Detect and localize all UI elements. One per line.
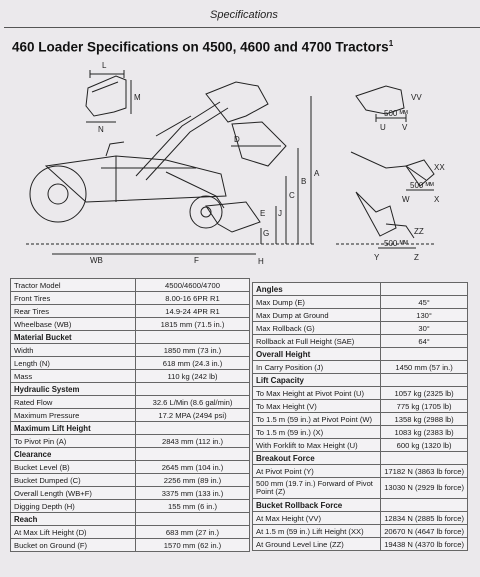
spec-value	[136, 383, 250, 396]
spec-value: 1815 mm (71.5 in.)	[136, 318, 250, 331]
spec-label: Lift Capacity	[253, 374, 381, 387]
table-section-row	[253, 283, 468, 296]
page-title-text: 460 Loader Specifications on 4500, 4600 and 4700 Tractors	[12, 39, 389, 55]
table-section-row	[11, 383, 250, 396]
spec-value	[136, 331, 250, 344]
label-E: E	[260, 209, 266, 218]
spec-label: Reach	[11, 513, 136, 526]
label-V: V	[402, 123, 408, 132]
table-row	[253, 525, 468, 538]
table-row	[253, 361, 468, 374]
table-row	[11, 344, 250, 357]
spec-label: Wheelbase (WB)	[11, 318, 136, 331]
spec-label: 500 mm (19.7 in.) Forward of Pivot Point (Z)	[253, 478, 381, 499]
table-row	[253, 322, 468, 335]
spec-label: Width	[11, 344, 136, 357]
dim-500-a: 500 ᴹᴹ	[384, 109, 408, 118]
label-XX: XX	[434, 163, 445, 172]
spec-value: 14.9-24 4PR R1	[136, 305, 250, 318]
spec-value: 600 kg (1320 lb)	[381, 439, 468, 452]
bucket-detail-drawing	[86, 70, 131, 122]
spec-label: With Forklift to Max Height (U)	[253, 439, 381, 452]
spec-value: 4500/4600/4700	[136, 279, 250, 292]
spec-label: Max Dump at Ground	[253, 309, 381, 322]
table-row	[11, 474, 250, 487]
spec-label: Length (N)	[11, 357, 136, 370]
table-row	[11, 500, 250, 513]
label-N: N	[98, 125, 104, 134]
spec-label: Bucket Dumped (C)	[11, 474, 136, 487]
spec-value: 1358 kg (2988 lb)	[381, 413, 468, 426]
spec-label: At 1.5 m (59 in.) Lift Height (XX)	[253, 525, 381, 538]
label-Y: Y	[374, 253, 380, 262]
spec-label: Mass	[11, 370, 136, 383]
spec-label: To Pivot Pin (A)	[11, 435, 136, 448]
spec-label: Breakout Force	[253, 452, 381, 465]
spec-label: To Max Height (V)	[253, 400, 381, 413]
label-W: W	[402, 195, 410, 204]
table-row	[11, 305, 250, 318]
spec-label: Tractor Model	[11, 279, 136, 292]
table-section-row	[253, 348, 468, 361]
table-section-row	[11, 513, 250, 526]
label-A: A	[314, 169, 320, 178]
label-L: L	[102, 61, 107, 70]
label-ZZ: ZZ	[414, 227, 424, 236]
spec-label: Digging Depth (H)	[11, 500, 136, 513]
spec-label: Maximum Pressure	[11, 409, 136, 422]
spec-value: 12834 N (2885 lb force)	[381, 512, 468, 525]
spec-value: 683 mm (27 in.)	[136, 526, 250, 539]
spec-value: 13030 N (2929 lb force)	[381, 478, 468, 499]
spec-label: Clearance	[11, 448, 136, 461]
table-row	[11, 526, 250, 539]
spec-label: Rollback at Full Height (SAE)	[253, 335, 381, 348]
spec-value	[381, 374, 468, 387]
table-row	[11, 396, 250, 409]
spec-label: At Max Height (VV)	[253, 512, 381, 525]
spec-value: 17.2 MPA (2494 psi)	[136, 409, 250, 422]
spec-label: To 1.5 m (59 in.) (X)	[253, 426, 381, 439]
left-spec-table	[10, 278, 250, 552]
label-U: U	[380, 123, 386, 132]
spec-label: Bucket on Ground (F)	[11, 539, 136, 552]
table-row	[11, 461, 250, 474]
spec-label: Bucket Rollback Force	[253, 499, 381, 512]
table-row	[253, 400, 468, 413]
table-row	[11, 539, 250, 552]
spec-label: Hydraulic System	[11, 383, 136, 396]
label-X: X	[434, 195, 440, 204]
spec-label: To Max Height at Pivot Point (U)	[253, 387, 381, 400]
label-M: M	[134, 93, 141, 102]
spec-label: In Carry Position (J)	[253, 361, 381, 374]
table-row	[253, 439, 468, 452]
dimension-lines	[26, 96, 316, 254]
table-row	[253, 538, 468, 551]
tractor-drawing	[30, 142, 226, 228]
spec-value: 110 kg (242 lb)	[136, 370, 250, 383]
table-section-row	[253, 499, 468, 512]
table-row	[253, 426, 468, 439]
spec-value: 130°	[381, 309, 468, 322]
label-B: B	[301, 177, 307, 186]
spec-value: 1850 mm (73 in.)	[136, 344, 250, 357]
spec-label: At Max Lift Height (D)	[11, 526, 136, 539]
spec-label: Max Rollback (G)	[253, 322, 381, 335]
spec-value: 17182 N (3863 lb force)	[381, 465, 468, 478]
spec-value: 64°	[381, 335, 468, 348]
table-row	[253, 335, 468, 348]
label-C: C	[289, 191, 295, 200]
section-header: Specifications	[210, 9, 278, 21]
spec-value: 19438 N (4370 lb force)	[381, 538, 468, 551]
spec-label: Rear Tires	[11, 305, 136, 318]
title-footnote: 1	[388, 39, 394, 48]
label-Z: Z	[414, 253, 419, 262]
table-row	[11, 279, 250, 292]
spec-label: To 1.5 m (59 in.) at Pivot Point (W)	[253, 413, 381, 426]
table-row	[253, 465, 468, 478]
spec-value: 20670 N (4647 lb force)	[381, 525, 468, 538]
table-row	[11, 409, 250, 422]
label-F: F	[194, 256, 199, 265]
spec-label: Bucket Level (B)	[11, 461, 136, 474]
label-WB: WB	[90, 256, 103, 265]
spec-value: 2843 mm (112 in.)	[136, 435, 250, 448]
table-row	[11, 435, 250, 448]
table-row	[11, 370, 250, 383]
spec-label: Maximum Lift Height	[11, 422, 136, 435]
table-section-row	[11, 448, 250, 461]
spec-value: 2256 mm (89 in.)	[136, 474, 250, 487]
spec-value: 618 mm (24.3 in.)	[136, 357, 250, 370]
spec-label: Max Dump (E)	[253, 296, 381, 309]
spec-value	[381, 348, 468, 361]
spec-label: Front Tires	[11, 292, 136, 305]
spec-value: 30°	[381, 322, 468, 335]
label-J: J	[278, 209, 282, 218]
spec-label: Overall Height	[253, 348, 381, 361]
dim-500-b: 500 ᴹᴹ	[410, 181, 434, 190]
spec-label: At Ground Level Line (ZZ)	[253, 538, 381, 551]
spec-value	[136, 448, 250, 461]
page-title	[12, 39, 393, 55]
table-row	[253, 387, 468, 400]
spec-value: 32.6 L/Min (8.6 gal/min)	[136, 396, 250, 409]
label-G: G	[263, 229, 270, 238]
spec-label: At Pivot Point (Y)	[253, 465, 381, 478]
label-H: H	[258, 257, 264, 266]
table-section-row	[11, 331, 250, 344]
spec-label: Rated Flow	[11, 396, 136, 409]
spec-value	[136, 513, 250, 526]
table-row	[253, 413, 468, 426]
table-row	[253, 296, 468, 309]
table-row	[253, 309, 468, 322]
spec-value: 1450 mm (57 in.)	[381, 361, 468, 374]
spec-value: 8.00-16 6PR R1	[136, 292, 250, 305]
spec-value: 1570 mm (62 in.)	[136, 539, 250, 552]
table-section-row	[11, 422, 250, 435]
spec-value: 45°	[381, 296, 468, 309]
table-row	[11, 292, 250, 305]
spec-value: 155 mm (6 in.)	[136, 500, 250, 513]
table-row	[11, 318, 250, 331]
right-spec-table	[252, 282, 468, 551]
spec-value: 3375 mm (133 in.)	[136, 487, 250, 500]
spec-value: 1083 kg (2383 lb)	[381, 426, 468, 439]
label-VV: VV	[411, 93, 422, 102]
spec-value: 1057 kg (2325 lb)	[381, 387, 468, 400]
label-D: D	[234, 135, 240, 144]
spec-value	[136, 422, 250, 435]
table-row	[11, 357, 250, 370]
table-row	[253, 478, 468, 499]
table-row	[253, 512, 468, 525]
loader-diagram	[6, 56, 476, 266]
spec-value: 2645 mm (104 in.)	[136, 461, 250, 474]
spec-value	[381, 499, 468, 512]
spec-value: 775 kg (1705 lb)	[381, 400, 468, 413]
spec-label: Material Bucket	[11, 331, 136, 344]
spec-label: Overall Length (WB+F)	[11, 487, 136, 500]
spec-value	[381, 283, 468, 296]
spec-value	[381, 452, 468, 465]
table-section-row	[253, 374, 468, 387]
spec-label: Angles	[253, 283, 381, 296]
dim-500-c: 500 ᴹᴹ	[384, 239, 408, 248]
table-section-row	[253, 452, 468, 465]
header-divider	[4, 27, 480, 28]
table-row	[11, 487, 250, 500]
